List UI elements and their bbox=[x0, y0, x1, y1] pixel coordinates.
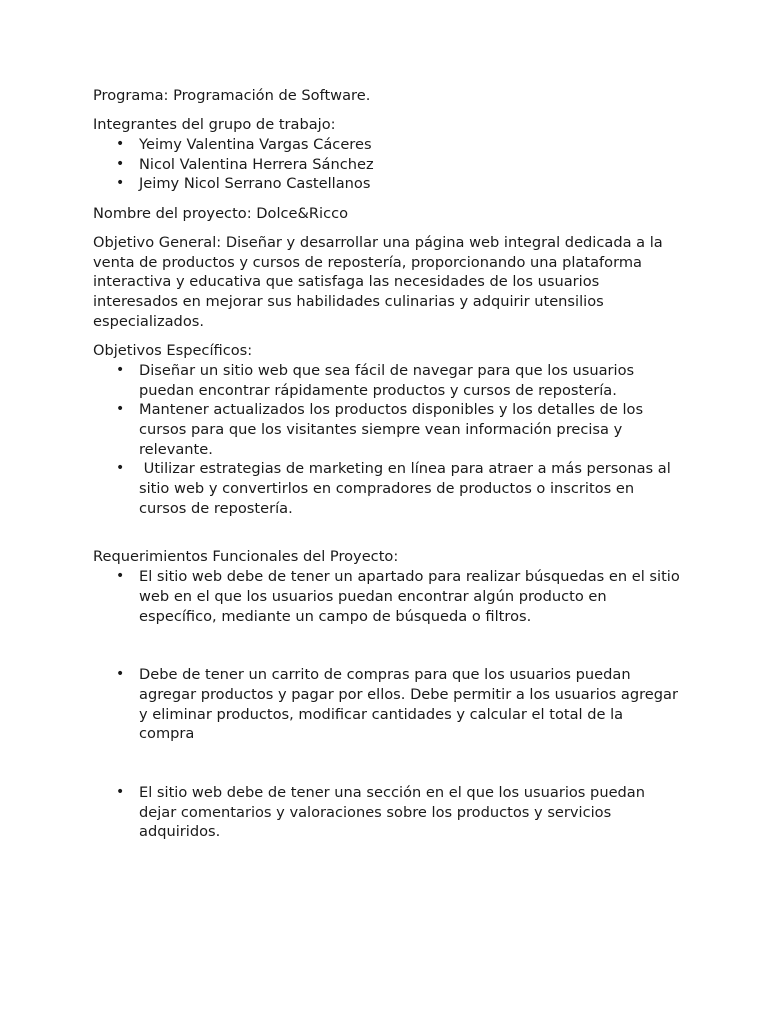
functional-requirements-heading: Requerimientos Funcionales del Proyecto: bbox=[93, 548, 399, 566]
bullet-icon: • bbox=[116, 175, 125, 192]
list-item bbox=[93, 155, 683, 175]
document-page bbox=[93, 86, 683, 842]
list-item bbox=[93, 567, 683, 626]
list-item bbox=[93, 459, 683, 518]
bullet-icon: • bbox=[116, 460, 125, 477]
list-item bbox=[93, 361, 683, 400]
team-member: Nicol Valentina Herrera Sánchez bbox=[139, 155, 374, 173]
bullet-icon: • bbox=[116, 136, 125, 152]
bullet-icon: • bbox=[116, 666, 125, 683]
bullet-icon: • bbox=[116, 568, 125, 585]
list-item bbox=[93, 783, 683, 842]
bullet-icon: • bbox=[116, 361, 125, 378]
list-item bbox=[93, 135, 683, 155]
project-name-line: Nombre del proyecto: Dolce&Ricco bbox=[93, 204, 349, 222]
team-member: Yeimy Valentina Vargas Cáceres bbox=[139, 136, 372, 153]
specific-objectives-list bbox=[93, 361, 683, 519]
bullet-icon: • bbox=[116, 784, 125, 801]
general-objective: Objetivo General: Diseñar y desarrollar una página web integral dedicada a la venta de productos y cursos de repostería, proporcionando una plataforma interactiva y educativa que satisfaga las necesidades de los usuarios interesados en mejorar sus habilidades culinarias y adquirir utensilios especializados. bbox=[93, 234, 663, 330]
program-line: Programa: Programación de Software. bbox=[93, 87, 371, 104]
specific-objective: Utilizar estrategias de marketing en línea para atraer a más personas al sitio web y convertirlos en compradores de productos o inscritos en cursos de repostería. bbox=[139, 460, 676, 517]
functional-requirements-list bbox=[93, 567, 683, 842]
functional-requirement: Debe de tener un carrito de compras para que los usuarios puedan agregar productos y pagar por ellos. Debe permitir a los usuarios agregar y eliminar productos, modificar cantidades y calcular el total de la compra bbox=[139, 666, 678, 743]
specific-objective: Diseñar un sitio web que sea fácil de navegar para que los usuarios puedan encontrar rápidamente productos y cursos de repostería. bbox=[139, 361, 635, 399]
bullet-icon: • bbox=[116, 155, 125, 172]
specific-objective: Mantener actualizados los productos disponibles y los detalles de los cursos para que los visitantes siempre vean información precisa y relevante. bbox=[139, 401, 644, 458]
team-heading: Integrantes del grupo de trabajo: bbox=[93, 116, 336, 134]
team-members-list bbox=[93, 135, 683, 194]
list-item bbox=[93, 665, 683, 744]
functional-requirement: El sitio web debe de tener una sección en el que los usuarios puedan dejar comentarios y valoraciones sobre los productos y servicios adquiridos. bbox=[139, 784, 645, 841]
list-item bbox=[93, 400, 683, 459]
list-item bbox=[93, 174, 683, 194]
team-member: Jeimy Nicol Serrano Castellanos bbox=[139, 175, 371, 193]
specific-objectives-heading: Objetivos Específicos: bbox=[93, 342, 253, 360]
functional-requirement: El sitio web debe de tener un apartado para realizar búsquedas en el sitio web en el que los usuarios puedan encontrar algún producto en específico, mediante un campo de búsqueda o filtros. bbox=[139, 568, 680, 625]
bullet-icon: • bbox=[116, 401, 125, 418]
